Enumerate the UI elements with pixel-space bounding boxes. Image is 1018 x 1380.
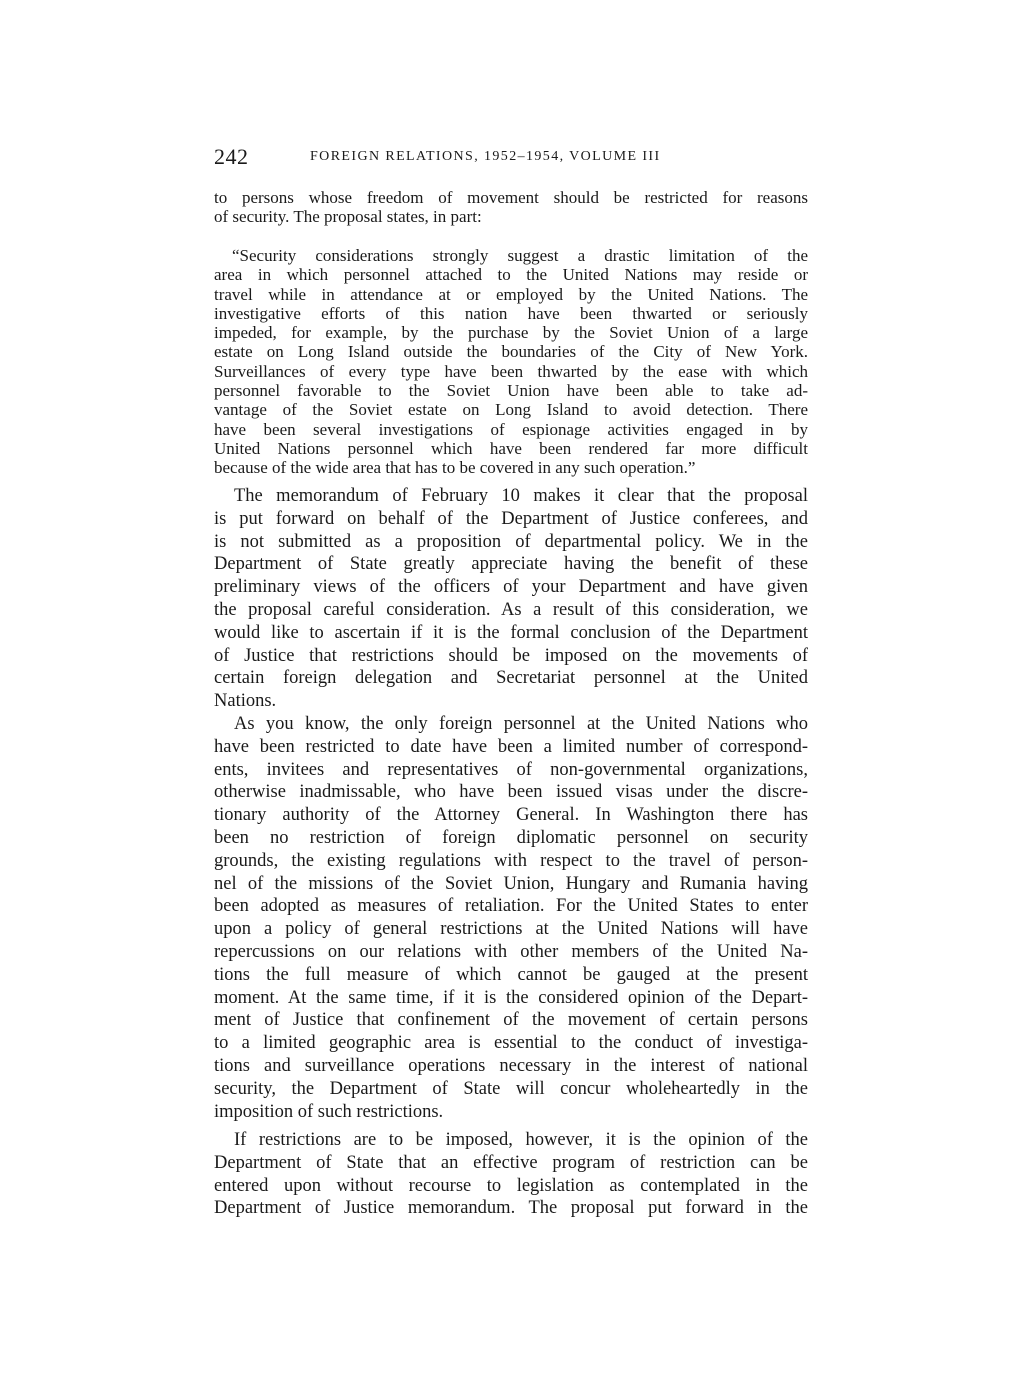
text-line: otherwise inadmissable, who have been issued visas under the discre- bbox=[214, 782, 808, 803]
text-line: have been several investigations of espionage activities engaged in by bbox=[214, 419, 808, 439]
text-line: of security. The proposal states, in part: bbox=[214, 207, 482, 227]
text-line: been no restriction of foreign diplomatic personnel on security bbox=[214, 827, 808, 848]
body-paragraph-1 bbox=[214, 485, 808, 713]
page-number: 242 bbox=[214, 144, 249, 169]
text-line: vantage of the Soviet estate on Long Island to avoid detection. There bbox=[214, 400, 808, 420]
text-line: to a limited geographic area is essential to the conduct of investiga- bbox=[214, 1033, 808, 1054]
text-line: of Justice that restrictions should be imposed on the movements of bbox=[214, 645, 808, 666]
block-quote bbox=[214, 246, 808, 478]
text-line: “Security considerations strongly suggest a drastic limitation of the bbox=[232, 246, 808, 265]
text-line: ment of Justice that confinement of the movement of certain persons bbox=[214, 1010, 808, 1031]
text-line: would like to ascertain if it is the formal conclusion of the Department bbox=[214, 622, 808, 643]
text-line: moment. At the same time, if it is the considered opinion of the Depart- bbox=[214, 987, 808, 1008]
text-line: Nations. bbox=[214, 691, 277, 712]
text-line: area in which personnel attached to the United Nations may reside or bbox=[214, 265, 808, 285]
text-line: preliminary views of the officers of your Department and have given bbox=[214, 577, 808, 598]
text-line: repercussions on our relations with other members of the United Na- bbox=[214, 941, 808, 962]
text-line: ents, invitees and representatives of non-governmental organizations, bbox=[214, 759, 808, 780]
page-header bbox=[214, 144, 814, 174]
text-line: tions the full measure of which cannot be gauged at the present bbox=[214, 964, 808, 985]
text-line: certain foreign delegation and Secretariat personnel at the United bbox=[214, 668, 808, 689]
text-line: entered upon without recourse to legislation as contemplated in the bbox=[214, 1175, 808, 1196]
text-line: been adopted as measures of retaliation. For the United States to enter bbox=[214, 896, 808, 917]
text-line: Department of State that an effective program of restriction can be bbox=[214, 1152, 808, 1173]
text-line: tionary authority of the Attorney General. In Washington there has bbox=[214, 805, 808, 826]
text-line: investigative efforts of this nation have been thwarted or seriously bbox=[214, 303, 808, 323]
text-line: tions and surveillance operations necessary in the interest of national bbox=[214, 1055, 808, 1076]
text-line: grounds, the existing regulations with respect to the travel of person- bbox=[214, 850, 808, 871]
text-line: Department of State greatly appreciate having the benefit of these bbox=[214, 554, 808, 575]
text-line: nel of the missions of the Soviet Union, Hungary and Rumania having bbox=[214, 873, 808, 894]
text-line: security, the Department of State will concur wholeheartedly in the bbox=[214, 1078, 808, 1099]
text-line: upon a policy of general restrictions at the United Nations will have bbox=[214, 919, 808, 940]
text-line: travel while in attendance at or employed by the United Nations. The bbox=[214, 284, 808, 304]
text-line: is put forward on behalf of the Department of Justice conferees, and bbox=[214, 508, 808, 529]
text-line: As you know, the only foreign personnel at the United Nations who bbox=[234, 714, 808, 734]
text-line: imposition of such restrictions. bbox=[214, 1101, 444, 1122]
text-line: The memorandum of February 10 makes it clear that the proposal bbox=[234, 486, 808, 506]
body-paragraph-2 bbox=[214, 713, 808, 1123]
text-line: to persons whose freedom of movement should be restricted for reasons bbox=[214, 188, 808, 207]
text-line: is not submitted as a proposition of departmental policy. We in the bbox=[214, 531, 808, 552]
body-paragraph-3 bbox=[214, 1129, 808, 1220]
text-line: United Nations personnel which have been rendered far more difficult bbox=[214, 438, 808, 458]
text-line: personnel favorable to the Soviet Union have been able to take ad- bbox=[214, 381, 808, 401]
text-line: the proposal careful consideration. As a result of this consideration, we bbox=[214, 599, 808, 620]
text-line: Department of Justice memorandum. The proposal put forward in the bbox=[214, 1198, 808, 1219]
text-line: Surveillances of every type have been thwarted by the ease with which bbox=[214, 361, 808, 381]
intro-paragraph bbox=[214, 188, 808, 227]
text-line: because of the wide area that has to be covered in any such operation.” bbox=[214, 458, 696, 478]
text-line: estate on Long Island outside the boundaries of the City of New York. bbox=[214, 342, 808, 362]
text-line: If restrictions are to be imposed, however, it is the opinion of the bbox=[234, 1130, 808, 1150]
running-head: FOREIGN RELATIONS, 1952–1954, VOLUME III bbox=[310, 149, 661, 164]
text-line: have been restricted to date have been a limited number of correspond- bbox=[214, 736, 808, 757]
text-line: impeded, for example, by the purchase by the Soviet Union of a large bbox=[214, 323, 808, 343]
